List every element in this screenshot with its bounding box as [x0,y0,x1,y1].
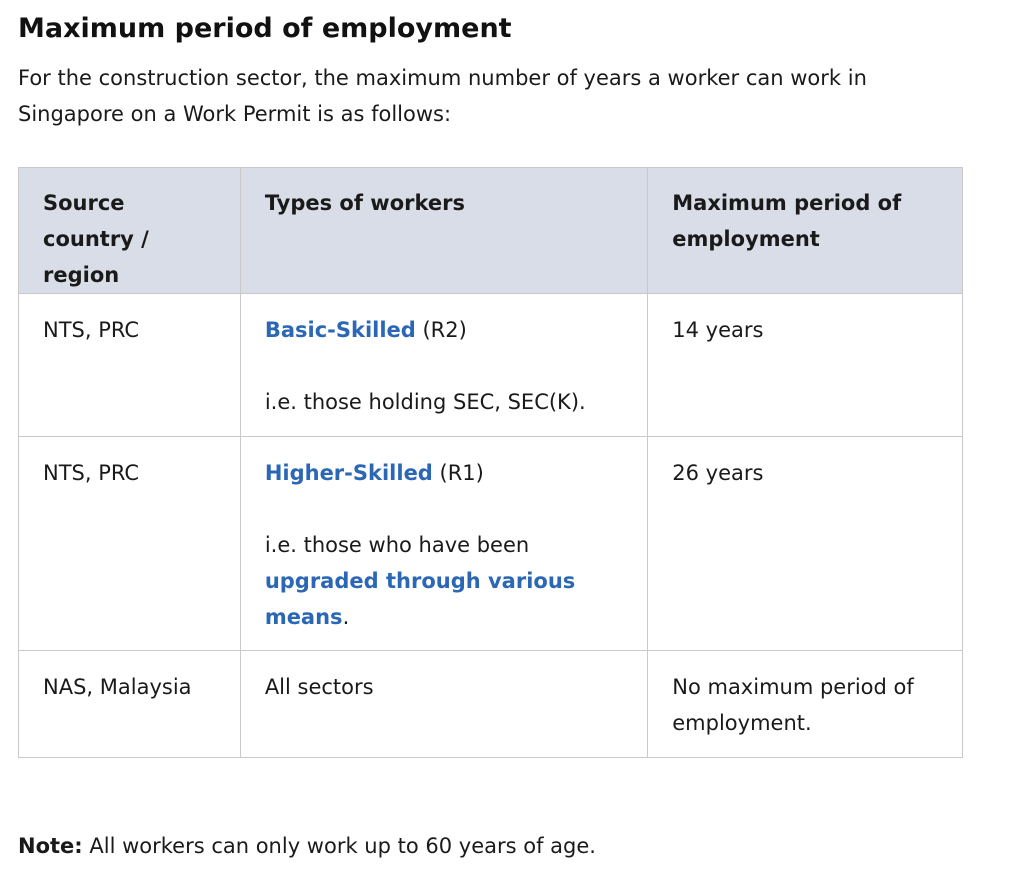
cell-worker-type [240,294,647,437]
detail-prefix: i.e. those who have been [264,533,530,557]
intro-paragraph: For the construction sector, the maximum number of years a worker can work in Singapore on a Work Permit is as follows: [18,66,867,126]
cell-worker-type: All sectors [240,651,647,758]
worker-type-suffix: (R1) [432,461,484,485]
note-label: Note: [18,834,83,858]
page-title: Maximum period of employment [18,13,512,44]
employment-period-table [18,167,963,758]
table-row [19,437,963,651]
cell-period: 14 years [648,294,963,437]
cell-worker-type [240,437,647,651]
note-text: All workers can only work up to 60 years of age. [82,834,596,858]
worker-type-detail: i.e. those holding SEC, SEC(K). [264,390,586,414]
table-header-row [19,168,963,294]
worker-type-detail [265,527,623,635]
upgraded-means-link[interactable]: upgraded through various means [264,569,576,629]
header-types-of-workers: Types of workers [240,168,647,294]
cell-period: No maximum period of employment. [648,651,963,758]
cell-period: 26 years [648,437,963,651]
cell-source: NTS, PRC [19,294,241,437]
table-row [19,294,963,437]
basic-skilled-link[interactable]: Basic-Skilled [264,318,416,342]
note-paragraph [18,828,596,864]
header-source-country: Source country / region [19,168,241,294]
cell-source: NTS, PRC [19,437,241,651]
worker-type-suffix: (R2) [415,318,467,342]
table-row [19,651,963,758]
cell-source: NAS, Malaysia [19,651,241,758]
higher-skilled-link[interactable]: Higher-Skilled [264,461,433,485]
header-maximum-period: Maximum period of employment [648,168,963,294]
detail-suffix: . [342,605,350,629]
